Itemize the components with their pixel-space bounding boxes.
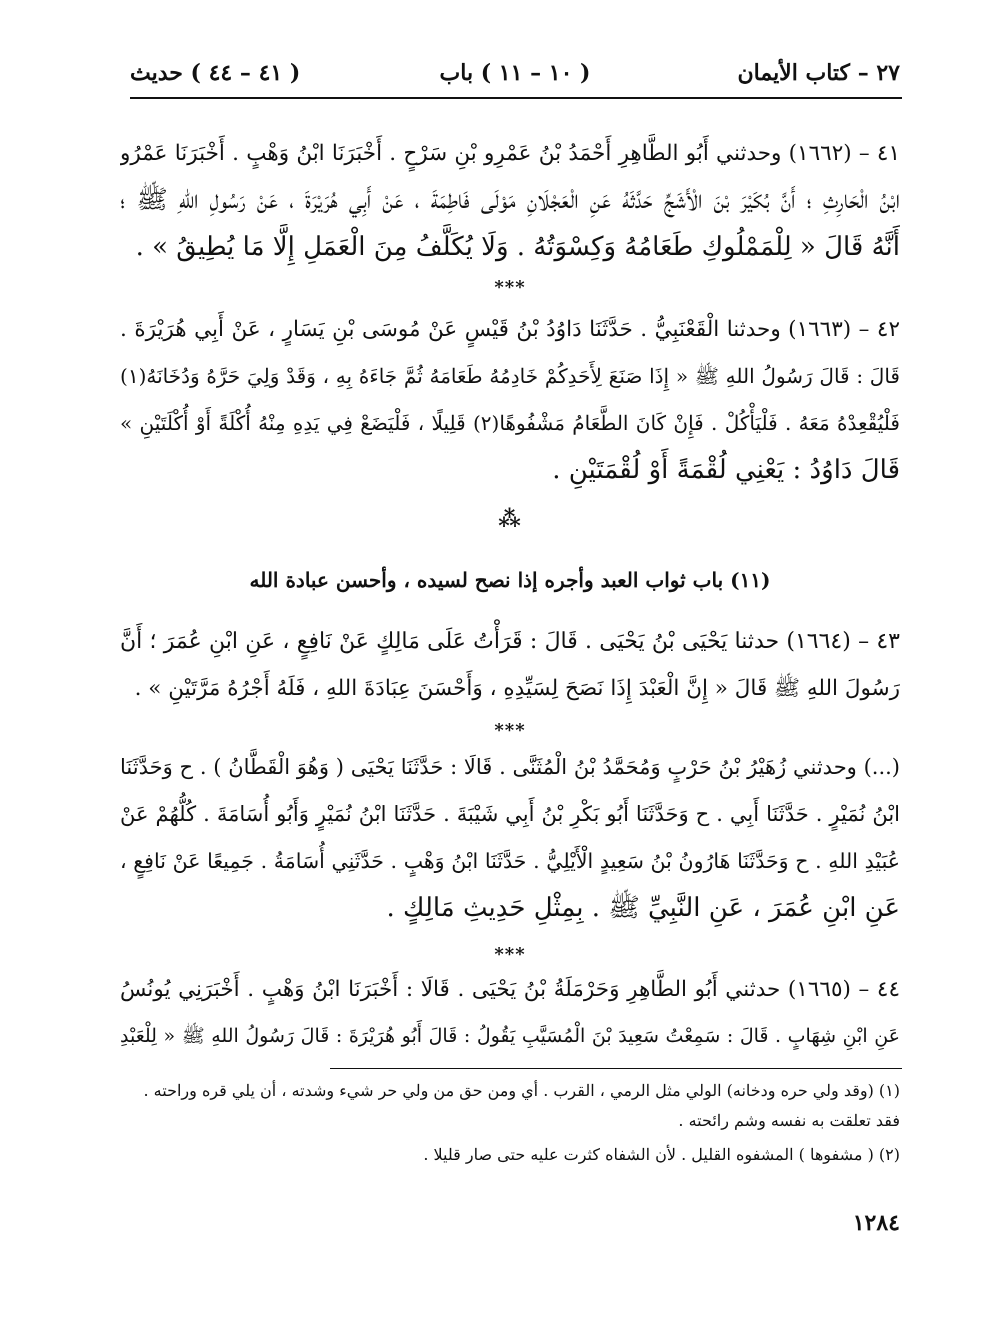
- hadith-44: [120, 966, 900, 1060]
- text-line: فَلْيُقْعِدْهُ مَعَهُ . فَلْيَأْكُلْ . فَإِنْ كَانَ الطَّعَامُ مَشْفُوهًا(٢) قَلِيلًا ، فَلْيَضَعْ فِي يَدِهِ مِنْهُ أُكْلَةً أَوْ أُكْلَتَيْنِ »: [120, 411, 900, 435]
- text-line: قَالَ : قَالَ رَسُولُ اللهِ ﷺ « إِذَا صَنَعَ لِأَحَدِكُمْ خَادِمُهُ طَعَامَهُ ثُمَّ جَاءَهُ بِهِ ، وَقَدْ وَلِيَ حَرَّهُ وَدُخَانَهُ(١): [120, 364, 900, 388]
- footnotes: [120, 1076, 900, 1170]
- footnote-line: (١) (وقد ولي حره ودخانه) الولي مثل الرمي ، القرب . أي ومن حق من ولي حر شيء وشدته ، أن يلي قره وراحته .: [143, 1081, 900, 1100]
- separator-stars: ***: [494, 944, 526, 965]
- header-hadith-range: ( ٤١ – ٤٤ ) حديث: [130, 60, 301, 86]
- text-line: رَسُولَ اللهِ ﷺ قَالَ « إِنَّ الْعَبْدَ إِذَا نَصَحَ لِسَيِّدِهِ ، وَأَحْسَنَ عِبَادَةَ اللهِ ، فَلَهُ أَجْرُهُ مَرَّتَيْنِ » .: [134, 676, 900, 701]
- text-line: ابْنُ الْحَارِثِ ؛ أَنَّ بُكَيْرَ بْنَ الْأَشَجِّ حَدَّثَهُ عَنِ الْعَجْلَانِ مَوْلَى فَاطِمَةَ ، عَنْ أَبِي هُرَيْرَةَ ، عَنْ رَسُولِ اللهِ ﷺ ؛: [120, 185, 900, 215]
- hadith-43: [120, 618, 900, 712]
- text-line: (...) وحدثني زُهَيْرُ بْنُ حَرْبٍ وَمُحَمَّدُ بْنُ الْمُثَنَّى . قَالَا : حَدَّثَنَا يَحْيَى ( وَهُوَ الْقَطَّانُ ) . ح وَحَدَّثَنَا: [120, 755, 900, 779]
- section-heading: (١١) باب ثواب العبد وأجره إذا نصح لسيده ، وأحسن عبادة الله: [249, 568, 771, 592]
- footnote-line: (٢) ( مشفوها ) المشفوه القليل . لأن الشفاه كثرت عليه حتى صار قليلا .: [423, 1145, 900, 1164]
- separator-stars: ***: [494, 720, 526, 741]
- hadith-43-chain: [120, 744, 900, 932]
- text-line: ٤١ – (١٦٦٢) وحدثني أَبُو الطَّاهِرِ أَحْمَدُ بْنُ عَمْرِو بْنِ سَرْحٍ . أَخْبَرَنَا ابْنُ وَهْبٍ . أَخْبَرَنَا عَمْرُو: [120, 141, 900, 166]
- hadith-42: [120, 306, 900, 494]
- text-line: ٤٣ – (١٦٦٤) حدثنا يَحْيَى بْنُ يَحْيَى . قَالَ : قَرَأْتُ عَلَى مَالِكٍ عَنْ نَافِعٍ ، عَنِ ابْنِ عُمَرَ ؛ أَنَّ: [120, 629, 900, 654]
- page-number: ١٢٨٤: [852, 1210, 900, 1236]
- text-line: ٤٤ – (١٦٦٥) حدثني أَبُو الطَّاهِرِ وَحَرْمَلَةُ بْنُ يَحْيَى . قَالَا : أَخْبَرَنَا ابْنُ وَهْبٍ . أَخْبَرَنِي يُونُسُ: [120, 977, 900, 1002]
- header-bab-range: ( ١٠ – ١١ ) باب: [439, 60, 591, 86]
- header-divider: [130, 97, 902, 99]
- running-header: [130, 52, 900, 100]
- text-line: قَالَ دَاوُدُ : يَعْنِي لُقْمَةً أَوْ لُقْمَتَيْنِ .: [552, 455, 900, 485]
- text-line: أَنَّهُ قَالَ « لِلْمَمْلُوكِ طَعَامُهُ وَكِسْوَتُهُ . وَلَا يُكَلَّفُ مِنَ الْعَمَلِ إِلَّا مَا يُطِيقُ » .: [135, 232, 900, 262]
- footnote-divider: [330, 1068, 902, 1069]
- header-book-title: ٢٧ – كتاب الأيمان: [737, 60, 900, 86]
- text-line: ٤٢ – (١٦٦٣) وحدثنا الْقَعْنَبِيُّ . حَدَّثَنَا دَاوُدُ بْنُ قَيْسٍ عَنْ مُوسَى بْنِ يَسَارٍ ، عَنْ أَبِي هُرَيْرَةَ .: [120, 317, 900, 342]
- footnote-line: فقد تعلقت به نفسه وشم رائحته .: [678, 1111, 900, 1130]
- hadith-41: [120, 130, 900, 271]
- text-line: عَنِ ابْنِ عُمَرَ ، عَنِ النَّبِيِّ ﷺ . بِمِثْلِ حَدِيثِ مَالِكٍ .: [386, 893, 900, 923]
- text-line: ابْنُ نُمَيْرٍ . حَدَّثَنَا أَبِي . ح وَحَدَّثَنَا أَبُو بَكْرِ بْنُ أَبِي شَيْبَةَ . حَدَّثَنَا ابْنُ نُمَيْرٍ وَأَبُو أُسَامَةَ . كُلُّهُمْ عَنْ: [120, 802, 900, 826]
- text-line: عَنِ ابْنِ شِهَابٍ . قَالَ : سَمِعْتُ سَعِيدَ بْنَ الْمُسَيَّبِ يَقُولُ : قَالَ أَبُو هُرَيْرَةَ : قَالَ رَسُولُ اللهِ ﷺ « لِلْعَبْدِ: [120, 1025, 900, 1047]
- separator-stars: ***: [494, 277, 526, 298]
- text-line: عُبَيْدِ اللهِ . ح وَحَدَّثَنَا هَارُونُ بْنُ سَعِيدٍ الْأَيْلِيُّ . حَدَّثَنَا ابْنُ وَهْبٍ . حَدَّثَنِي أُسَامَةُ . جَمِيعًا عَنْ نَافِعٍ ،: [120, 849, 900, 873]
- section-separator: ⁂: [498, 506, 522, 532]
